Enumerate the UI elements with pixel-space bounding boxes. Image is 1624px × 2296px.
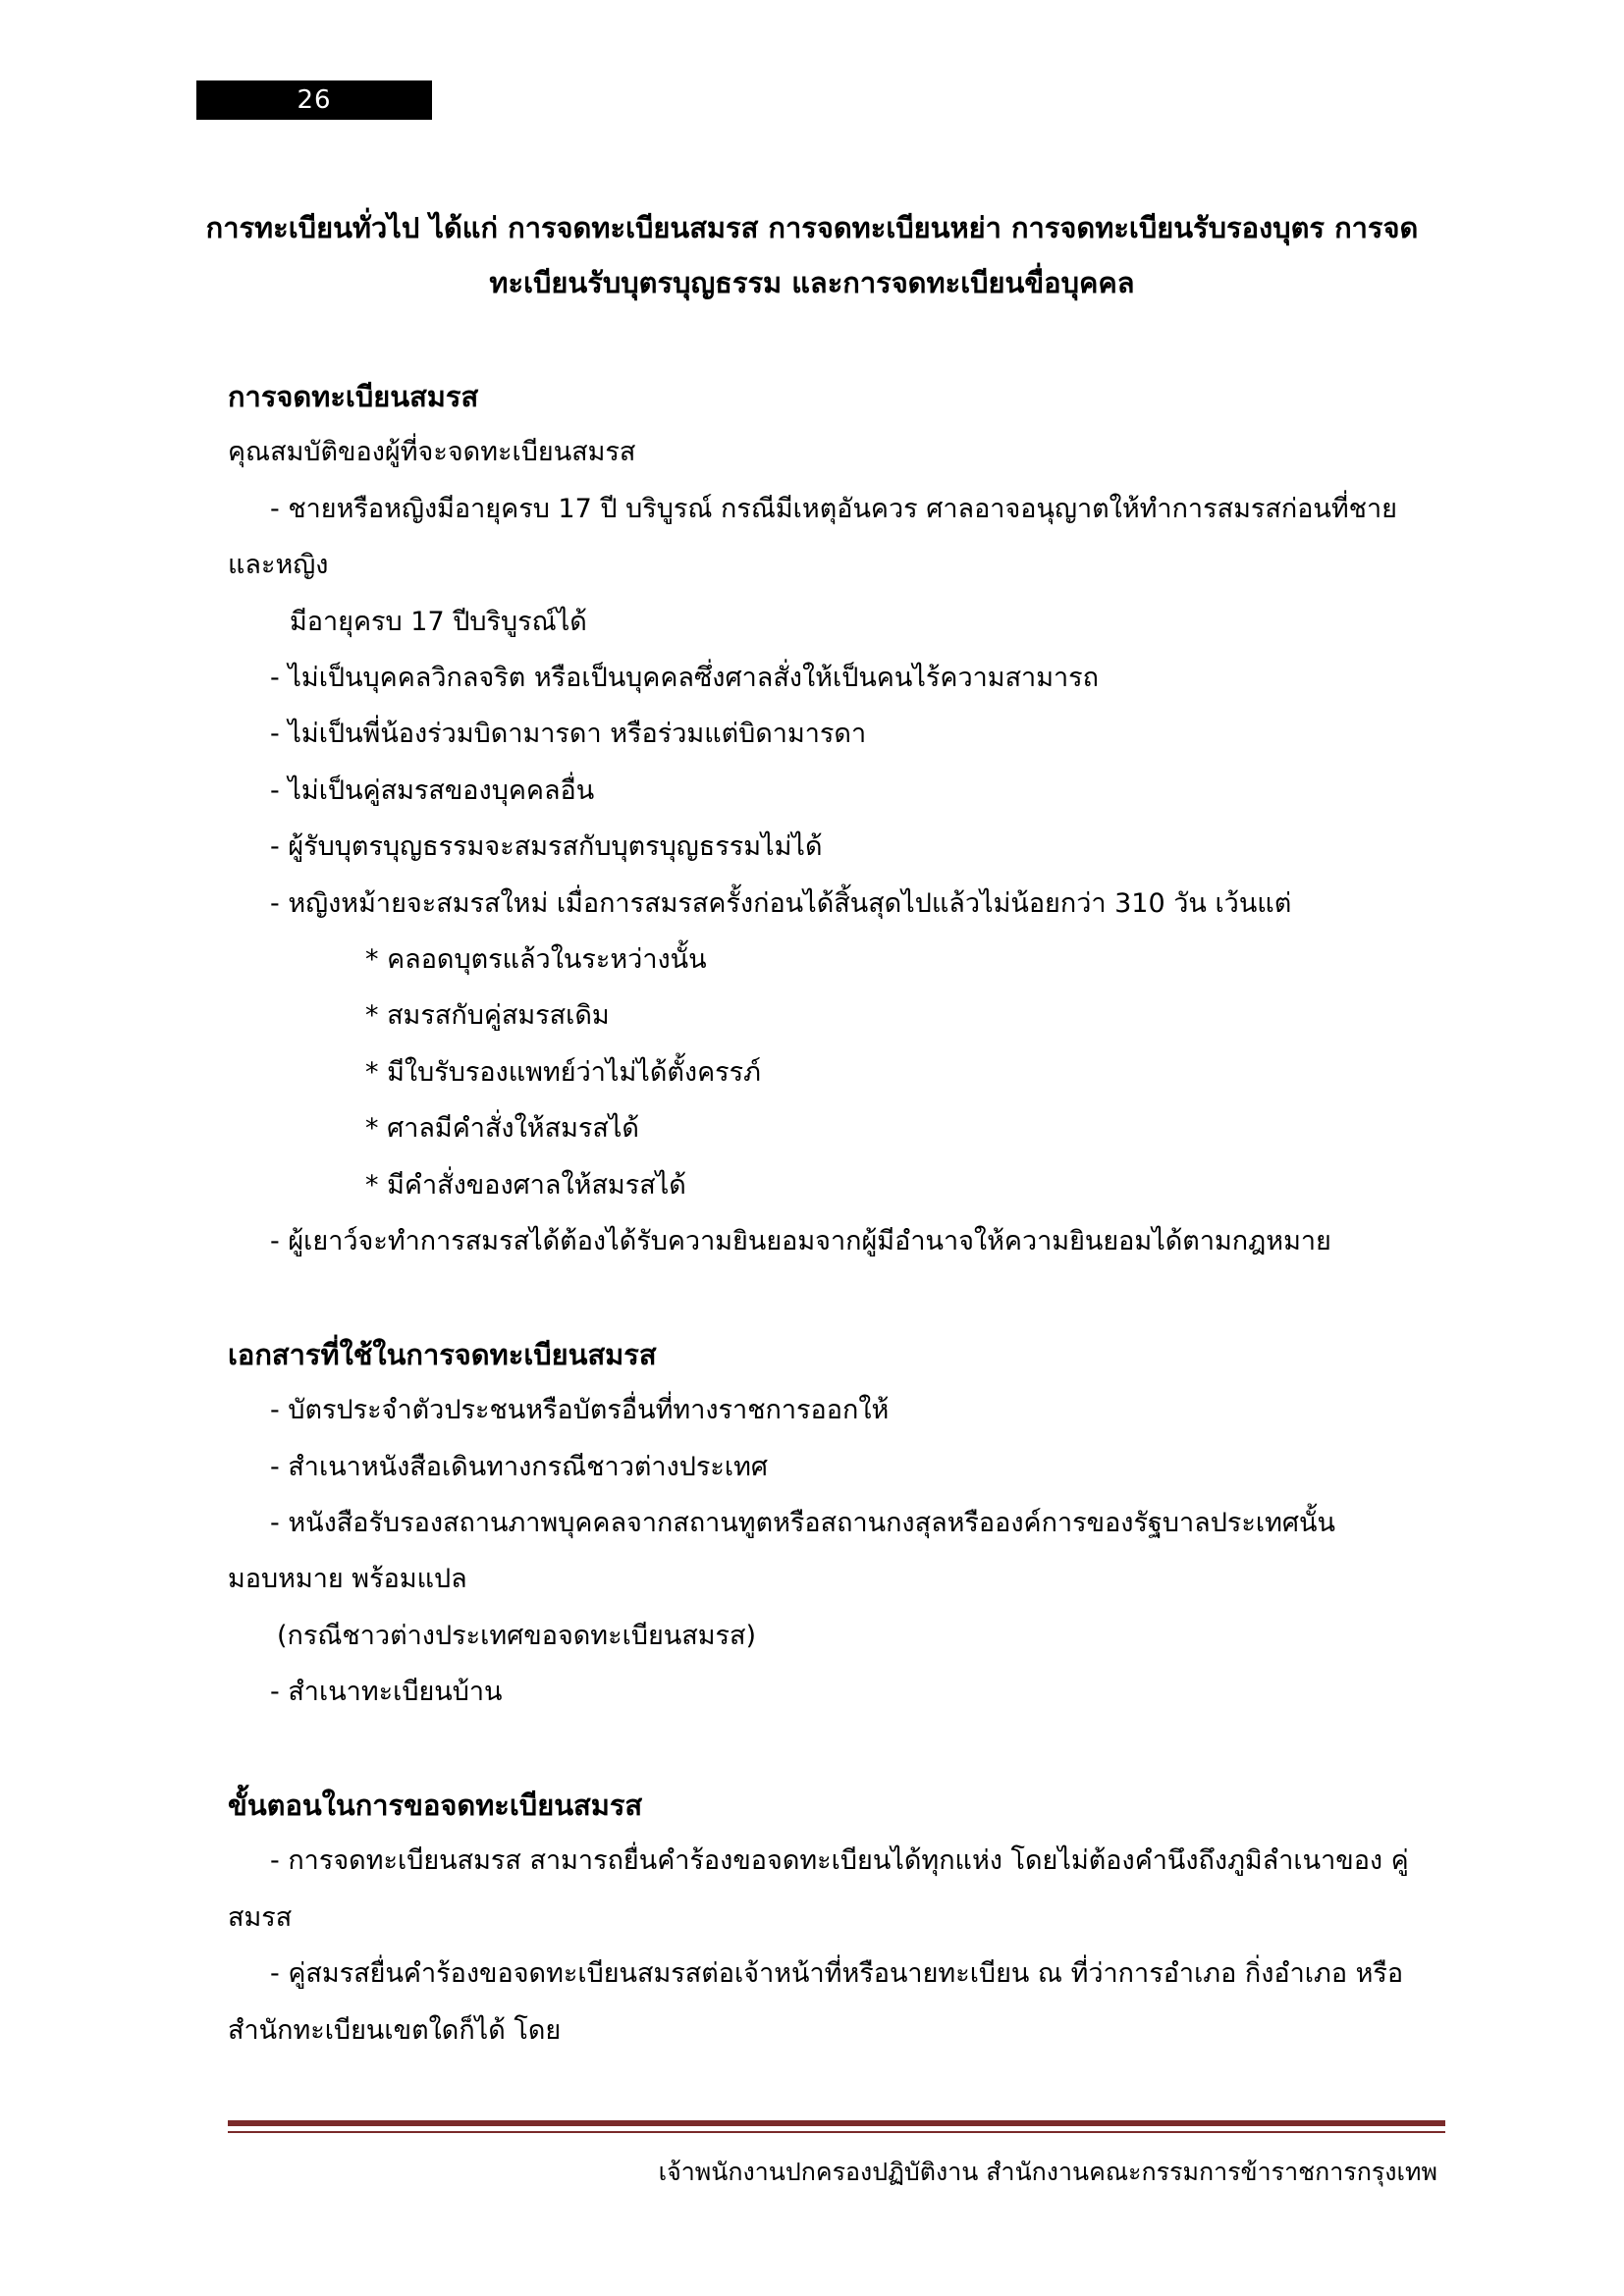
list-item: - ชายหรือหญิงมีอายุครบ 17 ปี บริบูรณ์ กรณีมีเหตุอันควร ศาลอาจอนุญาตให้ทำการสมรสก่อนที่ชาย xyxy=(270,494,1397,524)
sub-list-item: * มีคำสั่งของศาลให้สมรสได้ xyxy=(365,1170,686,1201)
section-heading-procedure: ขั้นตอนในการขอจดทะเบียนสมรส xyxy=(228,1789,643,1822)
sub-list-item: * มีใบรับรองแพทย์ว่าไม่ได้ตั้งครรภ์ xyxy=(365,1057,761,1088)
list-item: - การจดทะเบียนสมรส สามารถยื่นคำร้องขอจดทะเบียนได้ทุกแห่ง โดยไม่ต้องคำนึงถึงภูมิลำเนาของ คู่ xyxy=(270,1845,1409,1876)
list-item: - หนังสือรับรองสถานภาพบุคคลจากสถานทูตหรือสถานกงสุลหรือองค์การของรัฐบาลประเทศนั้น xyxy=(270,1508,1335,1538)
section-heading-marriage-registration: การจดทะเบียนสมรส xyxy=(228,380,479,413)
list-item: - ไม่เป็นบุคคลวิกลจริต หรือเป็นบุคคลซึ่งศาลสั่งให้เป็นคนไร้ความสามารถ xyxy=(270,663,1100,693)
footer-divider-thin xyxy=(228,2131,1445,2133)
sub-list-item: * ศาลมีคำสั่งให้สมรสได้ xyxy=(365,1113,639,1144)
sub-list-item: * สมรสกับคู่สมรสเดิม xyxy=(365,1000,610,1031)
sub-list-item: * คลอดบุตรแล้วในระหว่างนั้น xyxy=(365,944,707,975)
list-item: - คู่สมรสยื่นคำร้องขอจดทะเบียนสมรสต่อเจ้าหน้าที่หรือนายทะเบียน ณ ที่ว่าการอำเภอ กิ่งอำเภอ หรือ xyxy=(270,1958,1404,1989)
list-item-continuation: และหญิง xyxy=(228,550,329,580)
list-item-continuation: สำนักทะเบียนเขตใดก็ได้ โดย xyxy=(228,2015,562,2046)
list-item: - ผู้รับบุตรบุญธรรมจะสมรสกับบุตรบุญธรรมไม่ได้ xyxy=(270,831,823,862)
list-item-continuation: สมรส xyxy=(228,1902,293,1933)
list-item: - บัตรประจำตัวประชนหรือบัตรอื่นที่ทางราชการออกให้ xyxy=(270,1395,890,1425)
list-item-continuation: มอบหมาย พร้อมแปล xyxy=(228,1564,467,1594)
subheading-qualifications: คุณสมบัติของผู้ที่จะจดทะเบียนสมรส xyxy=(228,437,636,467)
list-item: - ไม่เป็นพี่น้องร่วมบิดามารดา หรือร่วมแต่บิดามารดา xyxy=(270,719,867,749)
page-number: 26 xyxy=(196,80,432,120)
list-item: - ไม่เป็นคู่สมรสของบุคคลอื่น xyxy=(270,775,595,806)
list-item: - หญิงหม้ายจะสมรสใหม่ เมื่อการสมรสครั้งก่อนได้สิ้นสุดไปแล้วไม่น้อยกว่า 310 วัน เว้นแต่ xyxy=(270,888,1292,919)
list-item: - สำเนาหนังสือเดินทางกรณีชาวต่างประเทศ xyxy=(270,1452,769,1482)
document-title-line-2: ทะเบียนรับบุตรบุญธรรม และการจดทะเบียนขื่อบุคคล xyxy=(489,266,1135,299)
footer-divider-thick xyxy=(228,2120,1445,2126)
section-heading-documents: เอกสารที่ใช้ในการจดทะเบียนสมรส xyxy=(228,1338,657,1371)
list-item: - สำเนาทะเบียนบ้าน xyxy=(270,1677,503,1707)
document-title-line-1: การทะเบียนทั่วไป ได้แก่ การจดทะเบียนสมรส การจดทะเบียนหย่า การจดทะเบียนรับรองบุตร การจด xyxy=(205,211,1419,244)
list-item-continuation: (กรณีชาวต่างประเทศขอจดทะเบียนสมรส) xyxy=(277,1621,757,1651)
list-item-continuation: มีอายุครบ 17 ปีบริบูรณ์ได้ xyxy=(290,607,587,637)
footer-text: เจ้าพนักงานปกครองปฏิบัติงาน สำนักงานคณะกรรมการข้าราชการกรุงเทพ xyxy=(658,2158,1437,2186)
list-item: - ผู้เยาว์จะทำการสมรสได้ต้องได้รับความยินยอมจากผู้มีอำนาจให้ความยินยอมได้ตามกฎหมาย xyxy=(270,1226,1331,1256)
